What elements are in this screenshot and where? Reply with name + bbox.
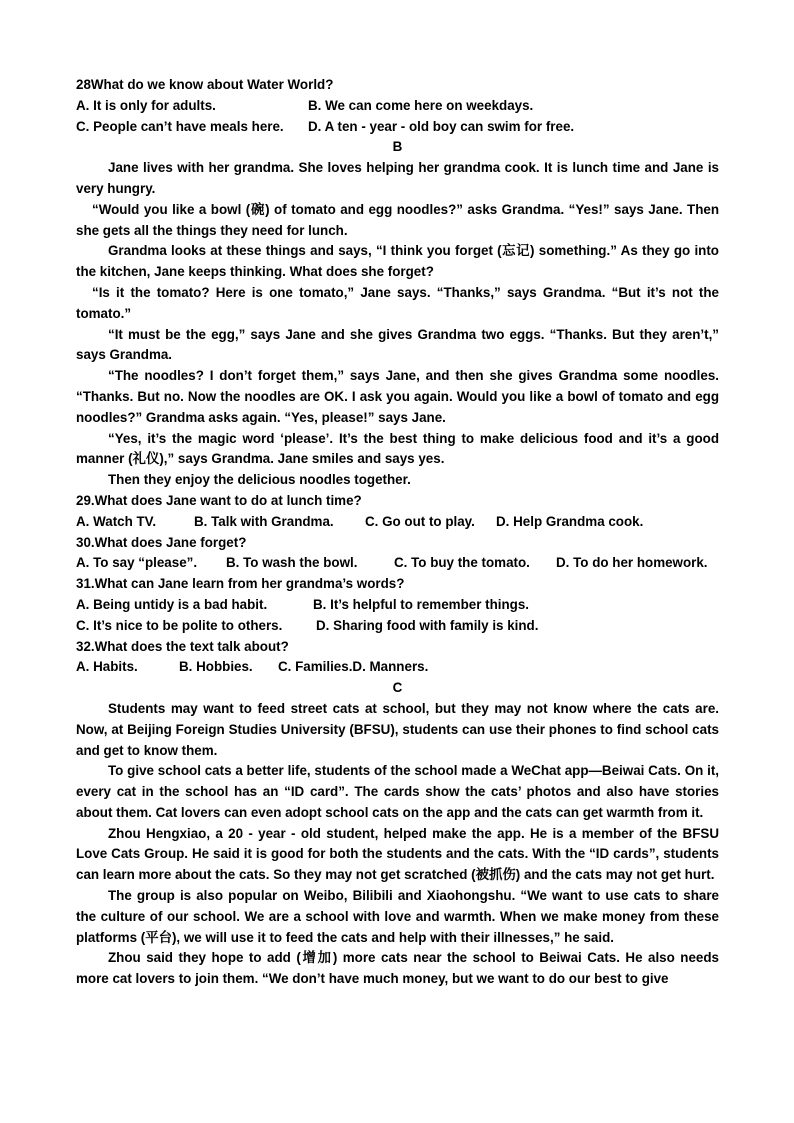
section-c-paragraph: Zhou Hengxiao, a 20 - year - old student, helped make the app. He is a member of the BFSU Love Cats Group. He said it is good for both the students and the cats. With the “ID cards”, students can learn more about the cats. So they may not get scratched (被抓伤) and the cats may not get hurt. bbox=[76, 825, 719, 883]
section-b-paragraph: “Yes, it’s the magic word ‘please’. It’s the best thing to make delicious food and it’s a good manner (礼仪),” says Grandma. Jane smiles and says yes. bbox=[76, 430, 719, 467]
q28-options-row-1 bbox=[76, 96, 719, 117]
q28-options-row-2 bbox=[76, 117, 719, 138]
section-b-paragraph: Grandma looks at these things and says, “I think you forget (忘记) something.” As they go into the kitchen, Jane keeps thinking. What does she forget? bbox=[76, 243, 719, 280]
q32-option-a: A. Habits. bbox=[76, 659, 138, 675]
q32-option-cd: C. Families.D. Manners. bbox=[278, 659, 429, 675]
q31-options-row-2 bbox=[76, 616, 719, 637]
section-b-paragraph: “Would you like a bowl (碗) of tomato and egg noodles?” asks Grandma. “Yes!” says Jane. Then she gets all the things they need for lunch. bbox=[76, 201, 719, 238]
section-c-paragraph: The group is also popular on Weibo, Bilibili and Xiaohongshu. “We want to use cats to share the culture of our school. We are a school with love and warmth. When we make money from these platforms (平台), we will use it to feed the cats and help with their illnesses,” he said. bbox=[76, 888, 719, 945]
section-b-paragraph: “The noodles? I don’t forget them,” says Jane, and then she gives Grandma some noodles. “Thanks. But no. Now the noodles are OK. I ask you again. Would you like a bowl of tomato and egg noodles?” Grandma asks again. “Yes, please!” says Jane. bbox=[76, 368, 719, 425]
q30-option-c: C. To buy the tomato. bbox=[394, 555, 530, 571]
q31-options-row-1 bbox=[76, 595, 719, 616]
section-b-paragraph: Jane lives with her grandma. She loves helping her grandma cook. It is lunch time and Jane is very hungry. bbox=[76, 160, 719, 196]
section-b-paragraph: “Is it the tomato? Here is one tomato,” Jane says. “Thanks,” says Grandma. “But it’s not the tomato.” bbox=[76, 284, 719, 321]
section-c-paragraph: To give school cats a better life, students of the school made a WeChat app—Beiwai Cats. On it, every cat in the school has an “ID card”. The cards show the cats’ photos and also have stories about them. Cat lovers can even adopt school cats on the app and the cats can get warmth from it. bbox=[76, 763, 719, 820]
q31-option-b: B. It’s helpful to remember things. bbox=[313, 596, 530, 612]
q30-option-d: D. To do her homework. bbox=[556, 555, 708, 571]
q30-option-a: A. To say “please”. bbox=[76, 555, 198, 571]
section-b-paragraph: “It must be the egg,” says Jane and she gives Grandma two eggs. “Thanks. But they aren’t,” says Grandma. bbox=[76, 326, 719, 363]
q32-option-b: B. Hobbies. bbox=[179, 659, 253, 675]
q30-question: 30.What does Jane forget? bbox=[76, 534, 247, 550]
section-c-heading: C bbox=[392, 680, 403, 696]
section-c-paragraph: Zhou said they hope to add (增加) more cats near the school to Beiwai Cats. He also needs more cat lovers to join them. “We don’t have much money, but we want to do our best to give bbox=[76, 950, 719, 987]
q31-question: 31.What can Jane learn from her grandma’s words? bbox=[76, 576, 405, 592]
section-b-heading: B bbox=[392, 139, 403, 155]
q29-options bbox=[76, 512, 719, 533]
worksheet-page bbox=[76, 75, 719, 990]
q30-options bbox=[76, 553, 719, 574]
q32-question: 32.What does the text talk about? bbox=[76, 638, 289, 654]
q31-option-c: C. It’s nice to be polite to others. bbox=[76, 617, 283, 633]
q32-options bbox=[76, 657, 719, 678]
q28-option-b: B. We can come here on weekdays. bbox=[308, 97, 534, 113]
q29-option-b: B. Talk with Grandma. bbox=[194, 513, 334, 529]
q29-option-c: C. Go out to play. bbox=[365, 513, 475, 529]
q29-option-a: A. Watch TV. bbox=[76, 513, 157, 529]
q30-option-b: B. To wash the bowl. bbox=[226, 555, 358, 571]
q28-question: 28What do we know about Water World? bbox=[76, 77, 334, 92]
q28-option-d: D. A ten - year - old boy can swim for free. bbox=[308, 118, 575, 134]
q28-option-a: A. It is only for adults. bbox=[76, 97, 216, 113]
q31-option-d: D. Sharing food with family is kind. bbox=[316, 617, 539, 633]
q31-option-a: A. Being untidy is a bad habit. bbox=[76, 596, 268, 612]
q29-question: 29.What does Jane want to do at lunch time? bbox=[76, 492, 362, 508]
q28-option-c: C. People can’t have meals here. bbox=[76, 118, 284, 134]
q29-option-d: D. Help Grandma cook. bbox=[496, 513, 644, 529]
section-c-paragraph: Students may want to feed street cats at school, but they may not know where the cats are. Now, at Beijing Foreign Studies University (BFSU), students can use their phones to find school cats and get to know them. bbox=[76, 700, 719, 758]
section-b-paragraph: Then they enjoy the delicious noodles together. bbox=[108, 472, 411, 488]
